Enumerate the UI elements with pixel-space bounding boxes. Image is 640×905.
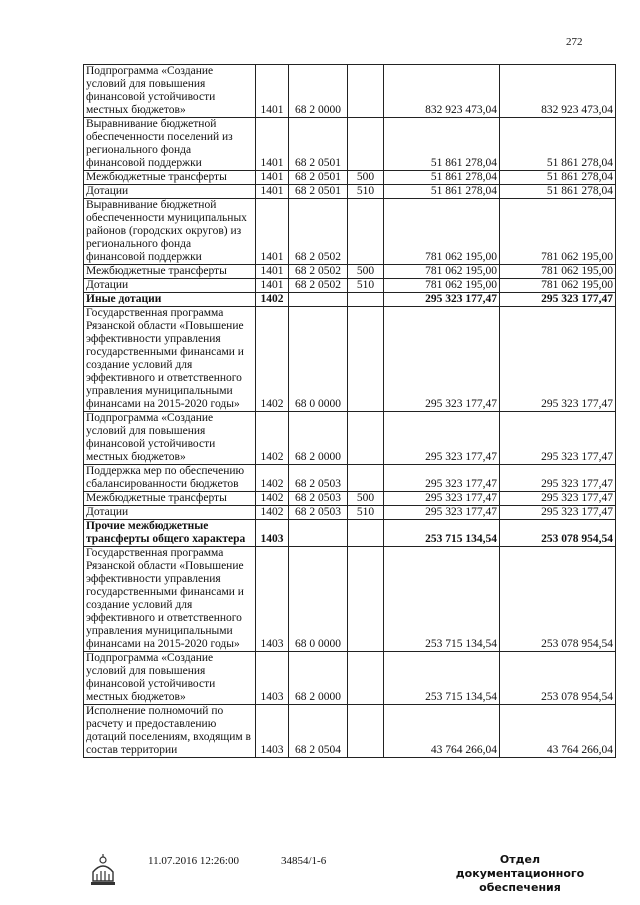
row-amount-2: 781 062 195,00 [500, 279, 616, 293]
table-row [84, 171, 616, 185]
row-type: 500 [348, 171, 384, 185]
row-type: 500 [348, 265, 384, 279]
row-amount-1: 295 323 177,47 [384, 307, 500, 412]
footer-doc-number: 34854/1-6 [281, 855, 327, 867]
row-amount-1: 253 715 134,54 [384, 520, 500, 547]
row-name: Выравнивание бюджетной обеспеченности поселений из регионального фонда финансовой поддержки [84, 118, 256, 171]
row-name: Межбюджетные трансферты [84, 492, 256, 506]
row-name: Дотации [84, 185, 256, 199]
row-amount-2: 781 062 195,00 [500, 265, 616, 279]
table-row [84, 265, 616, 279]
row-amount-1: 43 764 266,04 [384, 705, 500, 758]
row-code: 68 2 0504 [289, 705, 348, 758]
row-amount-1: 832 923 473,04 [384, 65, 500, 118]
row-code: 68 2 0000 [289, 65, 348, 118]
row-section: 1401 [256, 171, 289, 185]
row-name: Дотации [84, 279, 256, 293]
row-code: 68 2 0501 [289, 171, 348, 185]
row-name: Подпрограмма «Создание условий для повышения финансовой устойчивости местных бюджетов» [84, 412, 256, 465]
row-type [348, 412, 384, 465]
row-name: Государственная программа Рязанской области «Повышение эффективности управления государственными финансами и создание условий для эффективного и ответственного управления муниципальными финансами на 2015-2020 годы» [84, 547, 256, 652]
emblem-icon [88, 852, 118, 886]
row-type [348, 293, 384, 307]
row-name: Межбюджетные трансферты [84, 171, 256, 185]
row-code: 68 0 0000 [289, 307, 348, 412]
row-name: Подпрограмма «Создание условий для повышения финансовой устойчивости местных бюджетов» [84, 652, 256, 705]
row-code [289, 293, 348, 307]
footer-department [440, 853, 600, 895]
row-amount-2: 253 078 954,54 [500, 652, 616, 705]
row-amount-1: 295 323 177,47 [384, 412, 500, 465]
row-section: 1401 [256, 65, 289, 118]
row-type: 500 [348, 492, 384, 506]
table-row [84, 412, 616, 465]
table-row [84, 506, 616, 520]
row-amount-2: 832 923 473,04 [500, 65, 616, 118]
row-amount-2: 295 323 177,47 [500, 492, 616, 506]
row-section: 1401 [256, 265, 289, 279]
row-amount-1: 253 715 134,54 [384, 652, 500, 705]
row-section: 1402 [256, 492, 289, 506]
table-row [84, 185, 616, 199]
row-name: Межбюджетные трансферты [84, 265, 256, 279]
footer-datetime: 11.07.2016 12:26:00 [148, 855, 239, 867]
row-code: 68 2 0503 [289, 492, 348, 506]
row-amount-2: 253 078 954,54 [500, 520, 616, 547]
row-amount-2: 295 323 177,47 [500, 307, 616, 412]
row-type [348, 118, 384, 171]
table-row [84, 652, 616, 705]
row-type [348, 199, 384, 265]
row-name: Дотации [84, 506, 256, 520]
row-type [348, 65, 384, 118]
row-type [348, 705, 384, 758]
row-amount-1: 295 323 177,47 [384, 293, 500, 307]
table-row [84, 547, 616, 652]
table-row [84, 199, 616, 265]
row-type [348, 652, 384, 705]
table-row [84, 307, 616, 412]
row-type [348, 465, 384, 492]
row-section: 1401 [256, 185, 289, 199]
table-row [84, 293, 616, 307]
row-type [348, 547, 384, 652]
row-type [348, 520, 384, 547]
page-number: 272 [566, 36, 583, 48]
row-section: 1402 [256, 465, 289, 492]
row-amount-1: 295 323 177,47 [384, 465, 500, 492]
row-code: 68 2 0503 [289, 465, 348, 492]
row-amount-2: 51 861 278,04 [500, 185, 616, 199]
row-amount-2: 295 323 177,47 [500, 506, 616, 520]
budget-table [83, 64, 616, 758]
table-row [84, 465, 616, 492]
row-amount-1: 781 062 195,00 [384, 265, 500, 279]
row-code: 68 2 0502 [289, 279, 348, 293]
row-type: 510 [348, 185, 384, 199]
row-amount-2: 295 323 177,47 [500, 412, 616, 465]
row-amount-1: 781 062 195,00 [384, 279, 500, 293]
row-amount-1: 51 861 278,04 [384, 185, 500, 199]
row-amount-2: 51 861 278,04 [500, 171, 616, 185]
row-name: Поддержка мер по обеспечению сбалансированности бюджетов [84, 465, 256, 492]
row-section: 1403 [256, 520, 289, 547]
row-code [289, 520, 348, 547]
row-type: 510 [348, 506, 384, 520]
row-code: 68 2 0000 [289, 412, 348, 465]
row-name: Выравнивание бюджетной обеспеченности муниципальных районов (городских округов) из регионального фонда финансовой поддержки [84, 199, 256, 265]
row-amount-2: 295 323 177,47 [500, 465, 616, 492]
row-name: Исполнение полномочий по расчету и предоставлению дотаций поселениям, входящим в состав территории [84, 705, 256, 758]
row-amount-2: 253 078 954,54 [500, 547, 616, 652]
row-section: 1402 [256, 506, 289, 520]
row-code: 68 2 0502 [289, 199, 348, 265]
footer-department-line2: обеспечения [479, 881, 561, 894]
table-row [84, 492, 616, 506]
row-amount-2: 295 323 177,47 [500, 293, 616, 307]
table-row [84, 118, 616, 171]
row-section: 1402 [256, 307, 289, 412]
row-type [348, 307, 384, 412]
row-section: 1403 [256, 652, 289, 705]
row-amount-1: 51 861 278,04 [384, 171, 500, 185]
row-code: 68 2 0503 [289, 506, 348, 520]
footer-department-line1: Отдел документационного [455, 853, 585, 880]
row-code: 68 0 0000 [289, 547, 348, 652]
row-amount-1: 295 323 177,47 [384, 506, 500, 520]
row-amount-1: 295 323 177,47 [384, 492, 500, 506]
budget-table-body [84, 65, 616, 758]
table-row [84, 705, 616, 758]
row-section: 1402 [256, 412, 289, 465]
row-section: 1401 [256, 279, 289, 293]
row-section: 1401 [256, 199, 289, 265]
table-row [84, 520, 616, 547]
table-row [84, 279, 616, 293]
row-section: 1403 [256, 547, 289, 652]
table-row [84, 65, 616, 118]
row-amount-2: 781 062 195,00 [500, 199, 616, 265]
row-code: 68 2 0501 [289, 118, 348, 171]
row-section: 1402 [256, 293, 289, 307]
row-name: Государственная программа Рязанской области «Повышение эффективности управления государственными финансами и создание условий для эффективного и ответственного управления муниципальными финансами на 2015-2020 годы» [84, 307, 256, 412]
row-name: Прочие межбюджетные трансферты общего характера [84, 520, 256, 547]
row-section: 1401 [256, 118, 289, 171]
row-amount-2: 43 764 266,04 [500, 705, 616, 758]
row-code: 68 2 0000 [289, 652, 348, 705]
row-name: Подпрограмма «Создание условий для повышения финансовой устойчивости местных бюджетов» [84, 65, 256, 118]
row-name: Иные дотации [84, 293, 256, 307]
row-code: 68 2 0501 [289, 185, 348, 199]
row-code: 68 2 0502 [289, 265, 348, 279]
row-amount-1: 781 062 195,00 [384, 199, 500, 265]
row-amount-2: 51 861 278,04 [500, 118, 616, 171]
row-amount-1: 51 861 278,04 [384, 118, 500, 171]
row-amount-1: 253 715 134,54 [384, 547, 500, 652]
row-section: 1403 [256, 705, 289, 758]
row-type: 510 [348, 279, 384, 293]
